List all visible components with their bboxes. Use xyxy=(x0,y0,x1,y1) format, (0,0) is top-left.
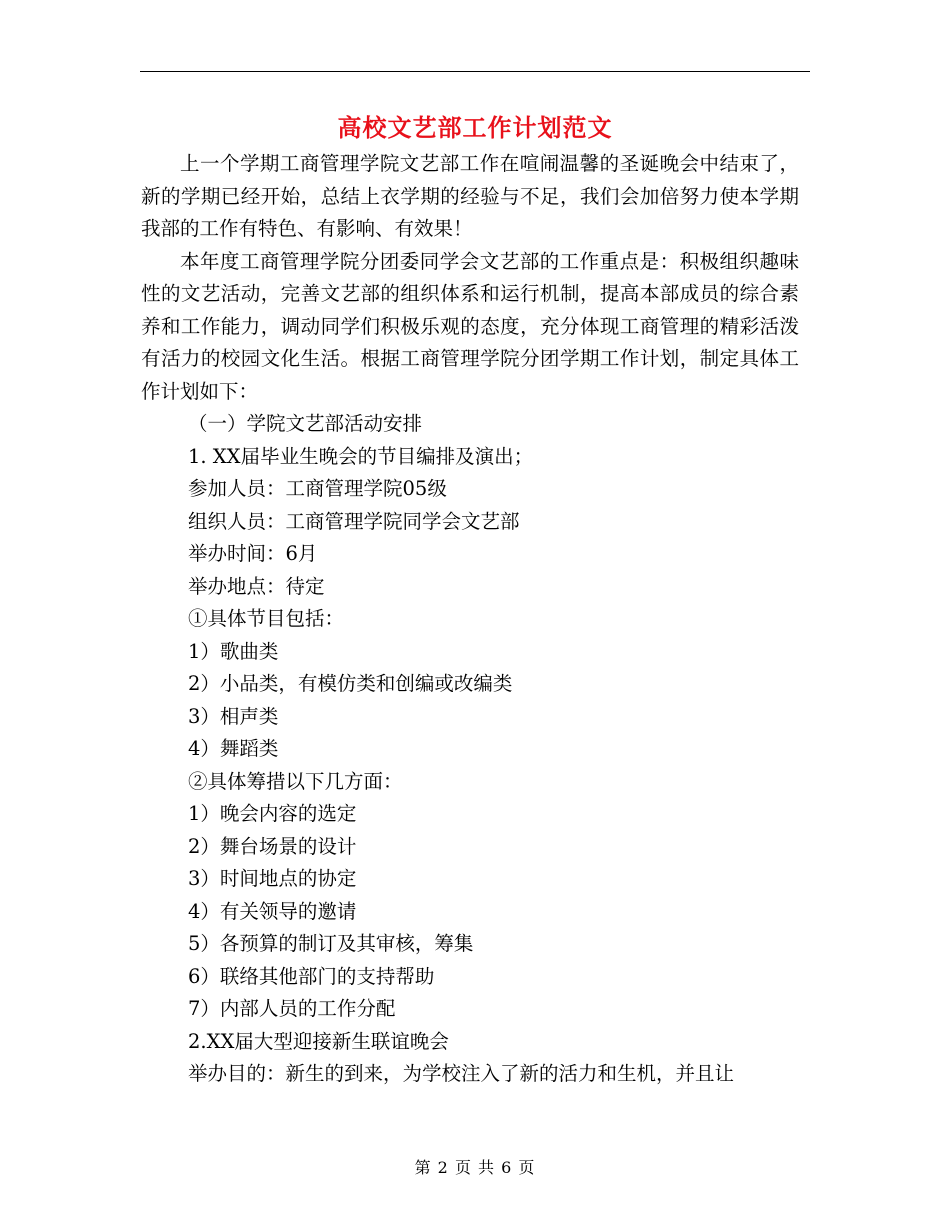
line-item: 组织人员：工商管理学院同学会文艺部 xyxy=(188,509,520,533)
line-item: 2.XX届大型迎接新生联谊晚会 xyxy=(188,1029,449,1053)
document-title: 高校文艺部工作计划范文 xyxy=(337,113,613,142)
line-item: 4）舞蹈类 xyxy=(188,737,279,760)
line-section-heading: （一）学院文艺部活动安排 xyxy=(188,412,423,435)
line-item: ①具体节目包括： xyxy=(188,607,345,630)
line-item: 7）内部人员的工作分配 xyxy=(188,997,396,1020)
line-item: 参加人员：工商管理学院05级 xyxy=(188,477,447,500)
page-footer: 第 2 页 共 6 页 xyxy=(414,1158,536,1177)
line-item: 3）时间地点的协定 xyxy=(188,867,357,890)
line-item: 举办时间：6月 xyxy=(188,542,318,565)
paragraph-intro: 上一个学期工商管理学院文艺部工作在喧闹温馨的圣诞晚会中结束了，新的学期已经开始，总结上衣学期的经验与不足，我们会加倍努力使本学期我部的工作有特色、有影响、有效果！ xyxy=(141,152,799,240)
line-item: 2）舞台场景的设计 xyxy=(188,834,357,858)
document-body xyxy=(141,148,799,1091)
line-item: 4）有关领导的邀请 xyxy=(188,899,357,923)
line-item: 举办目的：新生的到来，为学校注入了新的活力和生机，并且让 xyxy=(188,1062,735,1085)
header-rule xyxy=(140,71,810,72)
line-item: 1. XX届毕业生晚会的节目编排及演出； xyxy=(188,444,534,468)
line-item: ②具体筹措以下几方面： xyxy=(188,769,403,793)
paragraph-focus: 本年度工商管理学院分团委同学会文艺部的工作重点是：积极组织趣味性的文艺活动，完善文艺部的组织体系和运行机制，提高本部成员的综合素养和工作能力，调动同学们积极乐观的态度，充分体现工商管理的精彩活泼有活力的校园文化生活。根据工商管理学院分团学期工作计划，制定具体工作计划如下： xyxy=(141,249,799,403)
line-item: 5）各预算的制订及其审核，筹集 xyxy=(188,932,474,955)
line-item: 1）晚会内容的选定 xyxy=(188,802,357,825)
line-item: 1）歌曲类 xyxy=(188,639,279,663)
line-item: 2）小品类，有模仿类和创编或改编类 xyxy=(188,672,513,695)
line-item: 举办地点：待定 xyxy=(188,574,325,598)
line-item: 3）相声类 xyxy=(188,704,279,728)
line-item: 6）联络其他部门的支持帮助 xyxy=(188,964,435,988)
